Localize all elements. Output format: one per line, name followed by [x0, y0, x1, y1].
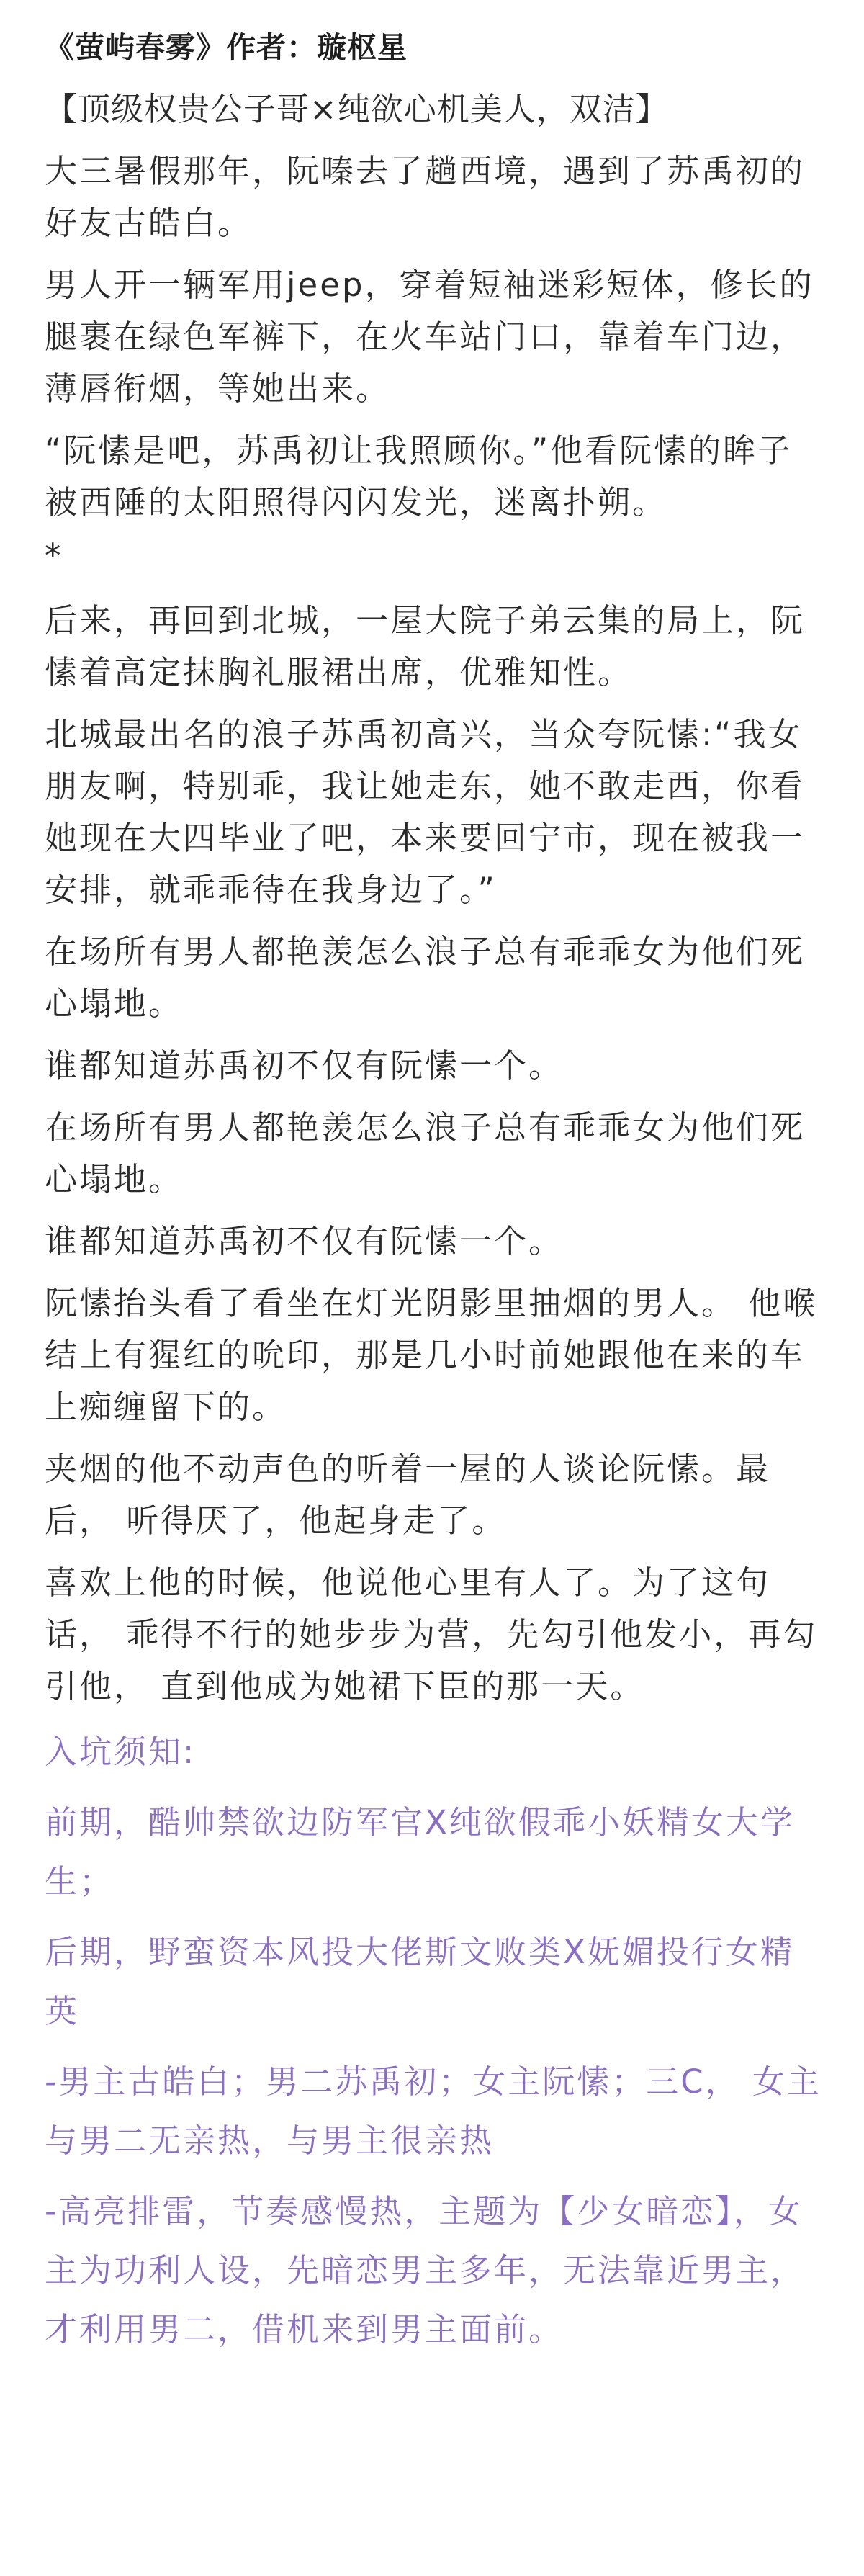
notes-item: -高亮排雷，节奏感慢热，主题为【少女暗恋】，女主为功利人设，先暗恋男主多年，无法靠近男主，才利用男二，借机来到男主面前。: [45, 2192, 806, 2348]
book-title: 《萤屿春雾》作者：璇枢星: [45, 30, 408, 65]
paragraph: 阮愫抬头看了看坐在灯光阴影里抽烟的男人。 他喉结上有猩红的吮印，那是几小时前她跟他在来的车上痴缠留下的。: [45, 1284, 818, 1426]
notes-item: -男主古皓白；男二苏禹初；女主阮愫；三C， 女主与男二无亲热，与男主很亲热: [45, 2063, 822, 2160]
paragraph: 男人开一辆军用jeep，穿着短袖迷彩短体，修长的腿裹在绿色军裤下，在火车站门口，靠着车门边，薄唇衔烟，等她出来。: [45, 266, 814, 408]
paragraph: 谁都知道苏禹初不仅有阮愫一个。: [45, 1222, 564, 1260]
paragraph: 喜欢上他的时候，他说他心里有人了。为了这句话， 乖得不行的她步步为营，先勾引他发小，再勾引他， 直到他成为她裙下臣的那一天。: [45, 1563, 818, 1705]
paragraph: “阮愫是吧，苏禹初让我照顾你。”他看阮愫的眸子被西陲的太阳照得闪闪发光，迷离扑朔。: [45, 431, 793, 521]
notes-item: 后期，野蛮资本风投大佬斯文败类X妩媚投行女精英: [45, 1933, 795, 2030]
notes-item: 前期，酷帅禁欲边防军官X纯欲假乖小妖精女大学生；: [45, 1803, 795, 1900]
paragraph: 夹烟的他不动声色的听着一屋的人谈论阮愫。最后， 听得厌了，他起身走了。: [45, 1450, 771, 1540]
paragraph: 后来，再回到北城，一屋大院子弟云集的局上，阮愫着高定抹胸礼服裙出席，优雅知性。: [45, 601, 806, 691]
paragraph: 谁都知道苏禹初不仅有阮愫一个。: [45, 1046, 564, 1085]
paragraph: 在场所有男人都艳羡怎么浪子总有乖乖女为他们死心塌地。: [45, 1108, 806, 1198]
section-separator: *: [45, 537, 61, 575]
paragraph: 在场所有男人都艳羡怎么浪子总有乖乖女为他们死心塌地。: [45, 933, 806, 1023]
notes-heading: 入坑须知:: [45, 1733, 197, 1771]
paragraph: 北城最出名的浪子苏禹初高兴，当众夸阮愫:“我女朋友啊，特别乖，我让她走东，她不敢走西，你看她现在大四毕业了吧，本来要回宁市，现在被我一安排，就乖乖待在我身边了。”: [45, 715, 806, 909]
book-tags: 【顶级权贵公子哥×纯欲心机美人，双洁】: [45, 90, 669, 128]
paragraph: 大三暑假那年，阮嗪去了趟西境，遇到了苏禹初的好友古皓白。: [45, 152, 806, 242]
